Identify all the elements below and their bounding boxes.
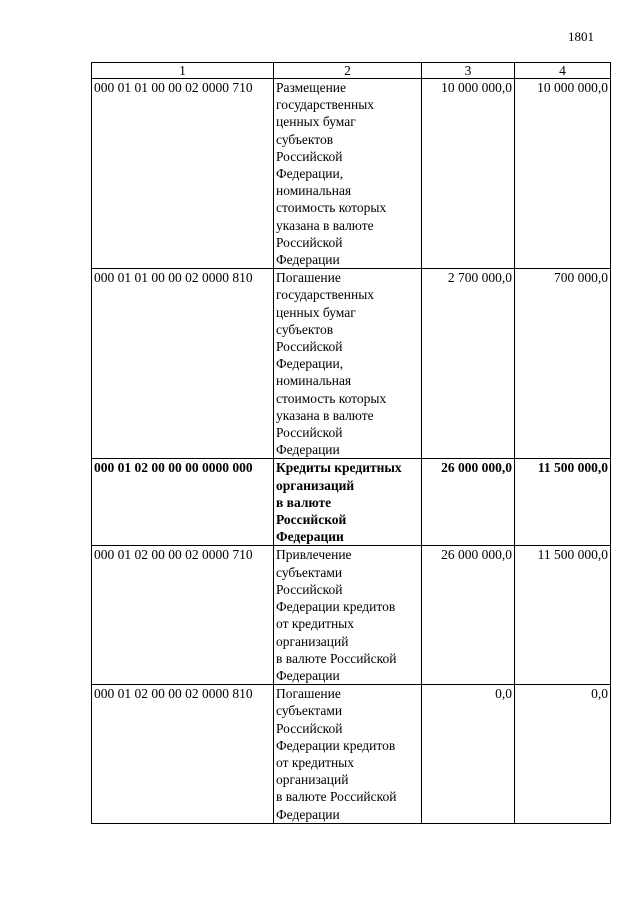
item-name-line: Размещение	[276, 80, 347, 95]
amount-col4-cell: 10 000 000,0	[515, 79, 611, 269]
column-header: 3	[422, 63, 515, 79]
item-name-line: стоимость которых	[276, 390, 387, 406]
item-name-line: Российской	[276, 581, 343, 597]
item-name-line: субъектов	[276, 321, 334, 337]
item-name-line: Российской	[276, 339, 343, 355]
item-name-line: государственных	[276, 287, 375, 303]
column-header: 2	[274, 63, 422, 79]
header-row	[92, 63, 611, 79]
item-name-line: стоимость которых	[276, 200, 387, 216]
amount-col4-cell: 11 500 000,0	[515, 459, 611, 546]
amount-col4-cell: 0,0	[515, 685, 611, 824]
amount-col3-cell: 0,0	[422, 685, 515, 824]
item-name-line: государственных	[276, 97, 375, 113]
item-name-line: субъектами	[276, 703, 343, 719]
item-name-line: указана в валюте	[276, 217, 374, 233]
table-row	[92, 546, 611, 685]
item-name-line: Федерации	[276, 806, 340, 822]
table-row	[92, 269, 611, 459]
item-name-cell	[274, 685, 422, 824]
amount-col3-cell: 26 000 000,0	[422, 459, 515, 546]
item-name-line: субъектами	[276, 564, 343, 580]
table-row	[92, 79, 611, 269]
item-name-line: в валюте Российской	[276, 789, 397, 805]
item-name-line: организаций	[276, 633, 349, 649]
item-name-line: Погашение	[276, 686, 341, 702]
page-number: 1801	[568, 29, 594, 44]
amount-col3-cell: 26 000 000,0	[422, 546, 515, 685]
column-header: 1	[92, 63, 274, 79]
amount-col4-cell: 11 500 000,0	[515, 546, 611, 685]
item-name-line: Российской	[276, 148, 343, 164]
table-row	[92, 459, 611, 546]
item-name-line: Федерации,	[276, 356, 344, 372]
item-name-line: организаций	[276, 477, 355, 493]
budget-code-cell: 000 01 01 00 00 02 0000 810	[92, 269, 274, 459]
amount-col4-cell: 700 000,0	[515, 269, 611, 459]
item-name-line: номинальная	[276, 183, 352, 199]
item-name-line: номинальная	[276, 373, 352, 389]
item-name-line: Федерации	[276, 252, 340, 268]
table-row	[92, 685, 611, 824]
item-name-line: Федерации,	[276, 166, 344, 182]
item-name-line: организаций	[276, 772, 349, 788]
item-name-line: субъектов	[276, 131, 334, 147]
item-name-line: Кредиты кредитных	[276, 460, 402, 476]
item-name-line: ценных бумаг	[276, 114, 356, 130]
item-name-line: ценных бумаг	[276, 304, 356, 320]
item-name-line: Российской	[276, 512, 347, 528]
budget-code-cell: 000 01 02 00 00 02 0000 710	[92, 546, 274, 685]
item-name-line: Российской	[276, 425, 343, 441]
item-name-line: Федерации	[276, 667, 340, 683]
item-name-line: в валюте Российской	[276, 650, 397, 666]
item-name-line: от кредитных	[276, 616, 355, 632]
budget-code-cell: 000 01 01 00 00 02 0000 710	[92, 79, 274, 269]
item-name-line: Погашение	[276, 270, 341, 286]
item-name-line: указана в валюте	[276, 407, 374, 423]
budget-code-cell: 000 01 02 00 00 00 0000 000	[92, 459, 274, 546]
item-name-line: Федерации	[276, 442, 340, 458]
item-name-line: Российской	[276, 720, 343, 736]
item-name-cell	[274, 79, 422, 269]
item-name-line: Федерации кредитов	[276, 737, 396, 753]
amount-col3-cell: 10 000 000,0	[422, 79, 515, 269]
item-name-line: от кредитных	[276, 754, 355, 770]
item-name-line: Федерации	[276, 529, 344, 545]
item-name-line: в валюте	[276, 494, 332, 510]
item-name-line: Федерации кредитов	[276, 599, 396, 615]
budget-code-cell: 000 01 02 00 00 02 0000 810	[92, 685, 274, 824]
amount-col3-cell: 2 700 000,0	[422, 269, 515, 459]
column-header: 4	[515, 63, 611, 79]
item-name-line: Российской	[276, 234, 343, 250]
item-name-cell	[274, 546, 422, 685]
item-name-line: Привлечение	[276, 547, 352, 563]
item-name-cell	[274, 459, 422, 546]
budget-table	[91, 62, 611, 824]
item-name-cell	[274, 269, 422, 459]
